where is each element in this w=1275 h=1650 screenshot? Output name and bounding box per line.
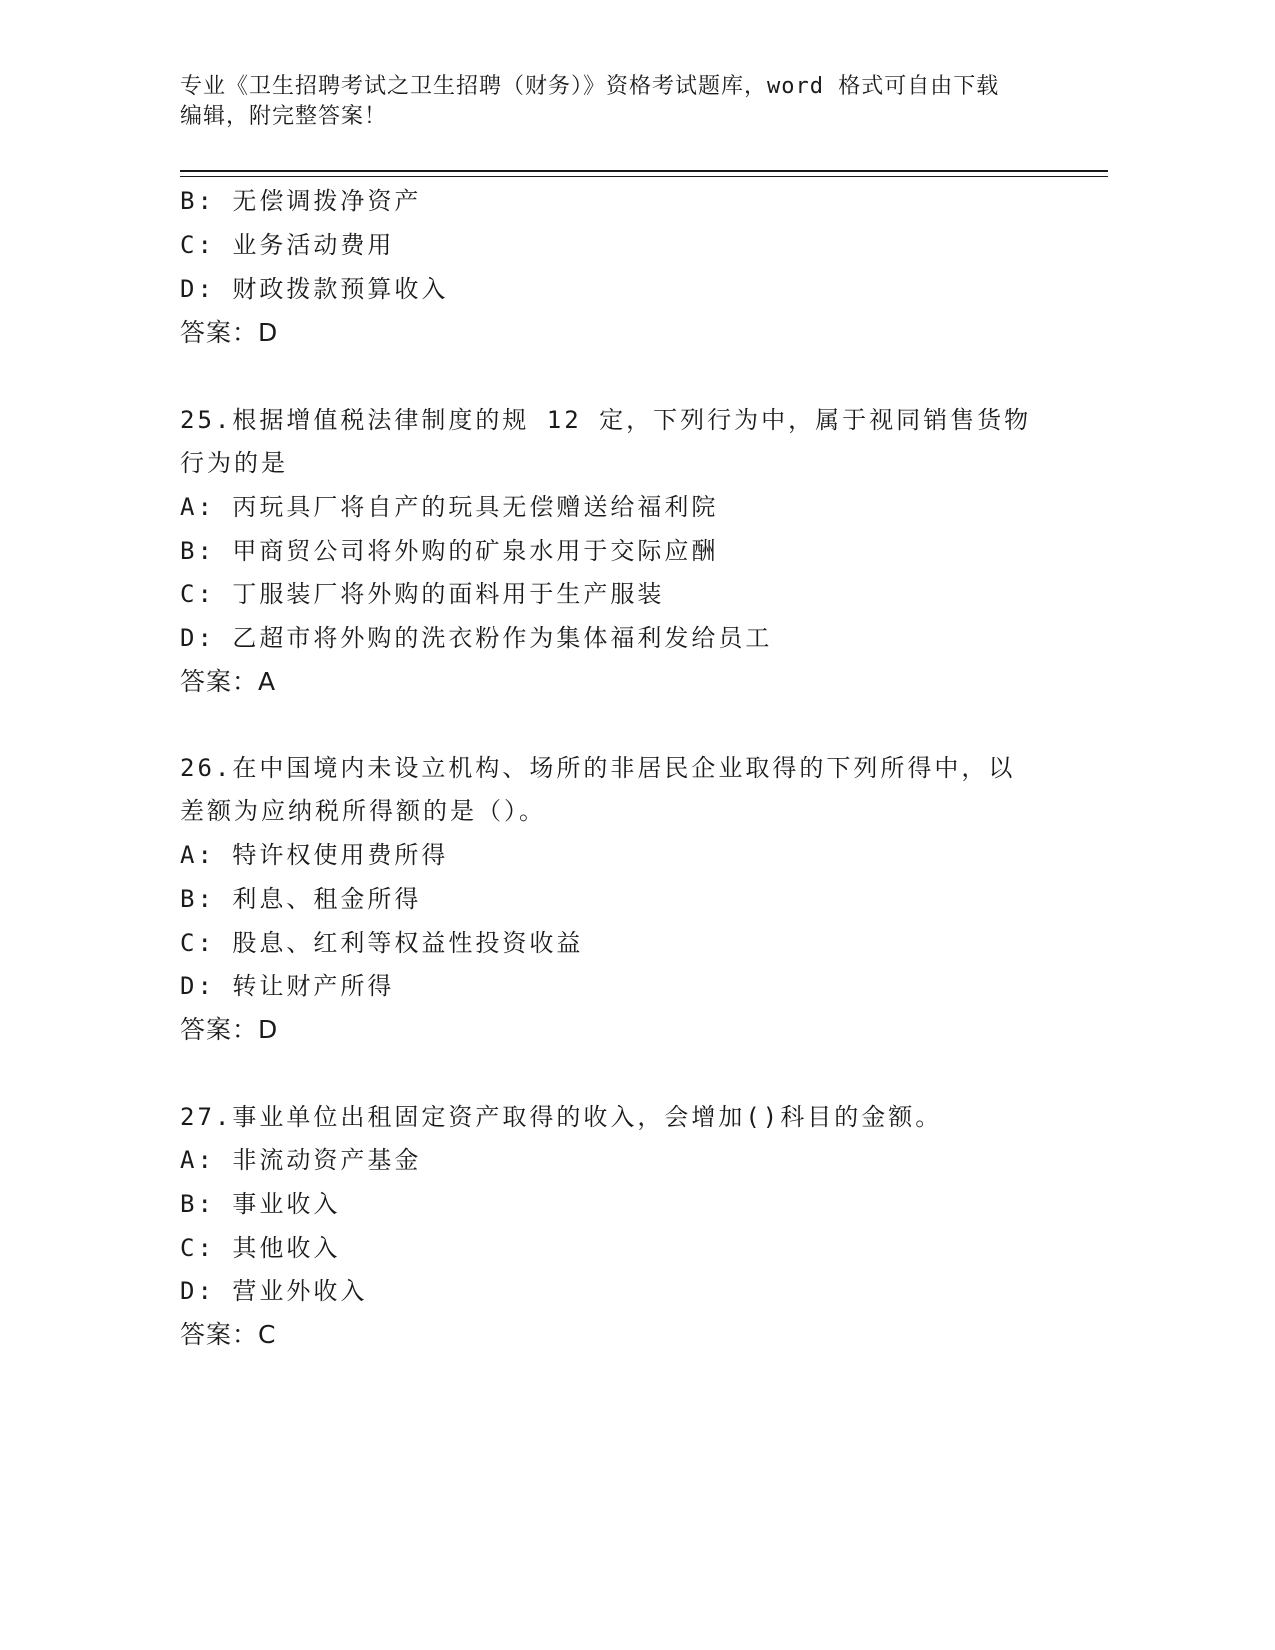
header-line-2: 编辑，附完整答案！ bbox=[180, 104, 388, 129]
header-rule-thick bbox=[180, 170, 1108, 172]
q26-option-a: A: 特许权使用费所得 bbox=[180, 841, 449, 869]
q26-answer: 答案：D bbox=[180, 1015, 279, 1044]
header-line-1: 专业《卫生招聘考试之卫生招聘（财务）》资格考试题库，word 格式可自由下载 bbox=[180, 74, 1000, 99]
document-header bbox=[180, 72, 1060, 132]
q27-option-b: B: 事业收入 bbox=[180, 1190, 341, 1218]
q25-option-d: D: 乙超市将外购的洗衣粉作为集体福利发给员工 bbox=[180, 624, 773, 652]
q27-option-a: A: 非流动资产基金 bbox=[180, 1146, 422, 1174]
q26-option-b: B: 利息、租金所得 bbox=[180, 885, 422, 913]
q26-stem-line-2: 差额为应纳税所得额的是（）。 bbox=[180, 797, 546, 825]
q26-stem-line-1: 26.在中国境内未设立机构、场所的非居民企业取得的下列所得中，以 bbox=[180, 754, 1016, 782]
q24-answer: 答案：D bbox=[180, 318, 279, 347]
q24-option-d: D: 财政拨款预算收入 bbox=[180, 275, 449, 303]
q27-answer: 答案：C bbox=[180, 1320, 277, 1349]
q25-answer: 答案：A bbox=[180, 667, 277, 696]
q24-option-b: B: 无偿调拨净资产 bbox=[180, 187, 422, 215]
header-rule-thin bbox=[180, 176, 1108, 177]
q26-option-d: D: 转让财产所得 bbox=[180, 972, 395, 1000]
q27-option-c: C: 其他收入 bbox=[180, 1234, 341, 1262]
q25-option-c: C: 丁服装厂将外购的面料用于生产服装 bbox=[180, 580, 665, 608]
q25-stem-line-1: 25.根据增值税法律制度的规 12 定，下列行为中，属于视同销售货物 bbox=[180, 406, 1032, 434]
q25-option-b: B: 甲商贸公司将外购的矿泉水用于交际应酬 bbox=[180, 537, 719, 565]
q27-option-d: D: 营业外收入 bbox=[180, 1277, 368, 1305]
q25-stem-line-2: 行为的是 bbox=[180, 449, 288, 477]
q24-option-c: C: 业务活动费用 bbox=[180, 231, 395, 259]
q26-option-c: C: 股息、红利等权益性投资收益 bbox=[180, 929, 584, 957]
q27-stem-line-1: 27.事业单位出租固定资产取得的收入，会增加()科目的金额。 bbox=[180, 1103, 943, 1131]
q25-option-a: A: 丙玩具厂将自产的玩具无偿赠送给福利院 bbox=[180, 493, 719, 521]
